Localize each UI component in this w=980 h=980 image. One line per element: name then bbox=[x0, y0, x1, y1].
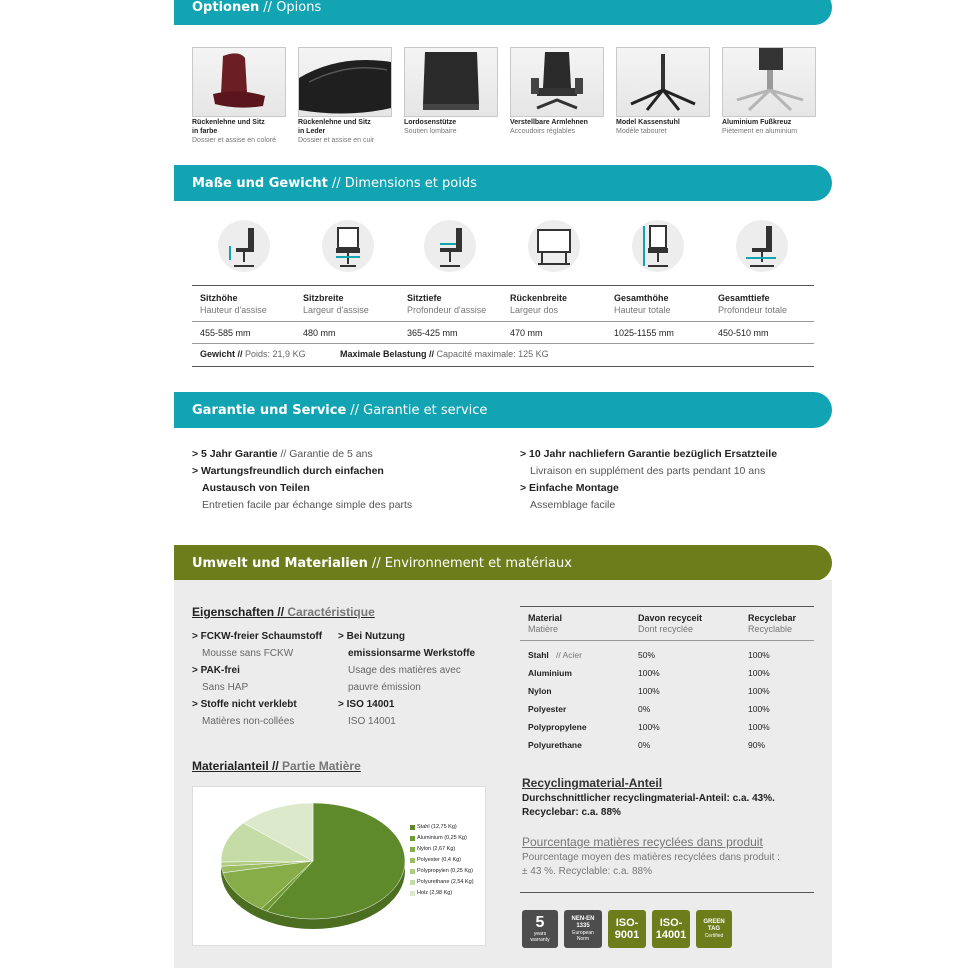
mat-row-name: Polyurethane bbox=[528, 740, 582, 750]
optionen-title: Optionen bbox=[192, 0, 260, 15]
garantie-left: > 5 Jahr Garantie // Garantie de 5 ans > Wartungsfreundlich durch einfachen Austausch von Teilen Entretien facile par échange simple des parts bbox=[192, 448, 413, 511]
mat-row-name: Aluminium bbox=[528, 668, 572, 678]
mat-row-recyclable: 100% bbox=[748, 722, 770, 732]
garantie-right: > 10 Jahr nachliefern Garantie bezüglich Ersatzteile Livraison en supplément des parts pendant 10 ans > Einfache Montage Assemblage facile bbox=[520, 448, 778, 511]
dim-table-bottom-rule bbox=[192, 366, 814, 367]
option-image-stool bbox=[616, 47, 710, 117]
garantie-title-fr: // Garantie et service bbox=[350, 402, 488, 418]
mat-col-recyclable: Recyclebar Recyclable bbox=[748, 613, 797, 634]
pie-legend bbox=[410, 822, 474, 899]
dim-col-5: Gesamthöhe Hauteur totale bbox=[614, 293, 671, 315]
dim-value-5: 1025-1155 mm bbox=[614, 328, 674, 338]
dimension-icon-seat-height bbox=[218, 220, 270, 272]
legend-entry bbox=[410, 888, 474, 899]
recycling-text: Durchschnittlicher recyclingmaterial-Anteil: c.a. 43%. Recyclebar: c.a. 88% bbox=[522, 793, 775, 818]
dim-value-2: 480 mm bbox=[303, 328, 336, 338]
mat-row-recyclable: 90% bbox=[748, 740, 766, 750]
dim-col-6: Gesamttiefe Profondeur totale bbox=[718, 293, 788, 315]
badge-nen-en-1335: NEN-EN 1335 European Norm bbox=[564, 910, 602, 948]
option-caption-1: Rückenlehne und Sitz in farbe Dossier et assise en coloré bbox=[192, 119, 277, 144]
dim-table-top-rule bbox=[192, 285, 814, 286]
option-caption-4: Verstellbare Armlehnen Accoudoirs réglables bbox=[510, 119, 588, 135]
mat-row-recycled: 100% bbox=[638, 722, 660, 732]
option-image-armrests bbox=[510, 47, 604, 117]
dimension-icon-total-depth bbox=[736, 220, 788, 272]
umwelt-header bbox=[174, 545, 832, 581]
legend-entry bbox=[410, 855, 474, 866]
badge-5-years-warranty: 5 years warranty bbox=[522, 910, 558, 948]
dimension-icon-back-width bbox=[528, 220, 580, 272]
legend-entry bbox=[410, 844, 474, 855]
mat-row-recyclable: 100% bbox=[748, 686, 770, 696]
dimension-icon-total-height bbox=[632, 220, 684, 272]
mat-row-name: Polyester bbox=[528, 704, 567, 714]
mat-row-name: Stahl bbox=[528, 650, 549, 660]
mat-row-recycled: 100% bbox=[638, 686, 660, 696]
option-image-color bbox=[192, 47, 286, 117]
mat-row-name: Nylon bbox=[528, 686, 552, 696]
legend-label: Stahl (12,75 Kg) bbox=[417, 824, 457, 830]
legend-swatch bbox=[410, 825, 415, 830]
option-caption-5: Model Kassenstuhl Modèle tabouret bbox=[616, 119, 680, 135]
legend-swatch bbox=[410, 836, 415, 841]
props-left: > FCKW-freier Schaumstoff Mousse sans FCKW > PAK-frei Sans HAP > Stoffe nicht verklebt Matières non-collées bbox=[192, 631, 323, 727]
dim-value-1: 455-585 mm bbox=[200, 328, 251, 338]
legend-swatch bbox=[410, 869, 415, 874]
props-right: > Bei Nutzung emissionsarme Werkstoffe Usage des matières avec pauvre émission > ISO 14001 ISO 14001 bbox=[338, 631, 476, 727]
weight-row: Gewicht // Poids: 21,9 KG bbox=[200, 349, 306, 359]
dim-table-mid-rule bbox=[192, 321, 814, 322]
dim-value-6: 450-510 mm bbox=[718, 328, 769, 338]
dim-col-1: Sitzhöhe Hauteur d'assise bbox=[200, 293, 267, 315]
dim-col-3: Sitztiefe Profondeur d'assise bbox=[407, 293, 487, 315]
legend-entry bbox=[410, 822, 474, 833]
mat-row-recycled: 50% bbox=[638, 650, 656, 660]
optionen-header bbox=[174, 0, 832, 25]
badge-green-tag: GREEN TAG Certified bbox=[696, 910, 732, 948]
max-load-row: Maximale Belastung // Capacité maximale: 125 KG bbox=[340, 349, 549, 359]
mat-col-material: Material Matière bbox=[528, 613, 563, 634]
mat-row-recyclable: 100% bbox=[748, 704, 770, 714]
mat-row-name-fr: // Acier bbox=[556, 650, 582, 660]
mat-row-recyclable: 100% bbox=[748, 650, 770, 660]
badges-rule bbox=[520, 892, 814, 893]
mat-col-recycled: Davon recyceit Dont recyclée bbox=[638, 613, 703, 634]
legend-label: Aluminium (0,25 Kg) bbox=[417, 835, 467, 841]
pourcentage-text: Pourcentage moyen des matières recyclées dans produit : ± 43 %. Recyclable: c.a. 88% bbox=[522, 852, 780, 877]
legend-label: Polyester (0,4 Kg) bbox=[417, 857, 462, 863]
dim-col-2: Sitzbreite Largeur d'assise bbox=[303, 293, 369, 315]
garantie-header bbox=[174, 392, 832, 428]
masse-header bbox=[174, 165, 832, 201]
dim-value-4: 470 mm bbox=[510, 328, 543, 338]
legend-label: Polypropylen (0,25 Kg) bbox=[417, 868, 473, 874]
badge-iso-14001: ISO- 14001 bbox=[652, 910, 690, 948]
dim-table-weight-rule bbox=[192, 343, 814, 344]
mat-row-recycled: 0% bbox=[638, 740, 651, 750]
masse-title: Maße und Gewicht bbox=[192, 175, 328, 191]
option-caption-3: Lordosenstütze Soutien lombaire bbox=[404, 119, 457, 135]
recycling-title: Recyclingmaterial-Anteil bbox=[522, 776, 663, 790]
option-caption-2: Rückenlehne und Sitz in Leder Dossier et assise en cuir bbox=[298, 119, 375, 144]
masse-title-fr: // Dimensions et poids bbox=[331, 175, 477, 191]
umwelt-title-fr: // Environnement et matériaux bbox=[371, 555, 572, 571]
legend-entry bbox=[410, 866, 474, 877]
legend-label: Nylon (2,67 Kg) bbox=[417, 846, 456, 852]
garantie-title: Garantie und Service bbox=[192, 402, 347, 418]
dim-value-3: 365-425 mm bbox=[407, 328, 458, 338]
mat-row-recyclable: 100% bbox=[748, 668, 770, 678]
pourcentage-title: Pourcentage matières recyclées dans produit bbox=[522, 835, 763, 849]
legend-swatch bbox=[410, 891, 415, 896]
badge-iso-9001: ISO- 9001 bbox=[608, 910, 646, 948]
dim-col-4: Rückenbreite Largeur dos bbox=[510, 293, 568, 315]
legend-entry bbox=[410, 833, 474, 844]
materialanteil-heading: Materialanteil // Partie Matière bbox=[192, 759, 361, 773]
mat-table-mid-rule bbox=[520, 640, 814, 641]
legend-label: Holz (2,98 Kg) bbox=[417, 890, 453, 896]
mat-table-top-rule bbox=[520, 606, 814, 607]
mat-row-recycled: 100% bbox=[638, 668, 660, 678]
option-image-lumbar bbox=[404, 47, 498, 117]
mat-row-recycled: 0% bbox=[638, 704, 651, 714]
option-caption-6: Aluminium Fußkreuz Piètement en aluminium bbox=[722, 119, 798, 135]
dimension-icon-seat-width bbox=[322, 220, 374, 272]
legend-swatch bbox=[410, 858, 415, 863]
umwelt-title: Umwelt und Materialien bbox=[192, 555, 368, 571]
option-image-aluminium bbox=[722, 47, 816, 117]
legend-swatch bbox=[410, 847, 415, 852]
optionen-title-fr: // Opions bbox=[263, 0, 322, 15]
legend-label: Polyurethane (2,54 Kg) bbox=[417, 879, 474, 885]
legend-entry bbox=[410, 877, 474, 888]
option-image-leather bbox=[298, 47, 392, 117]
eigenschaften-heading: Eigenschaften // Caractéristique bbox=[192, 605, 375, 619]
mat-row-name: Polypropylene bbox=[528, 722, 587, 732]
dimension-icon-seat-depth bbox=[424, 220, 476, 272]
legend-swatch bbox=[410, 880, 415, 885]
